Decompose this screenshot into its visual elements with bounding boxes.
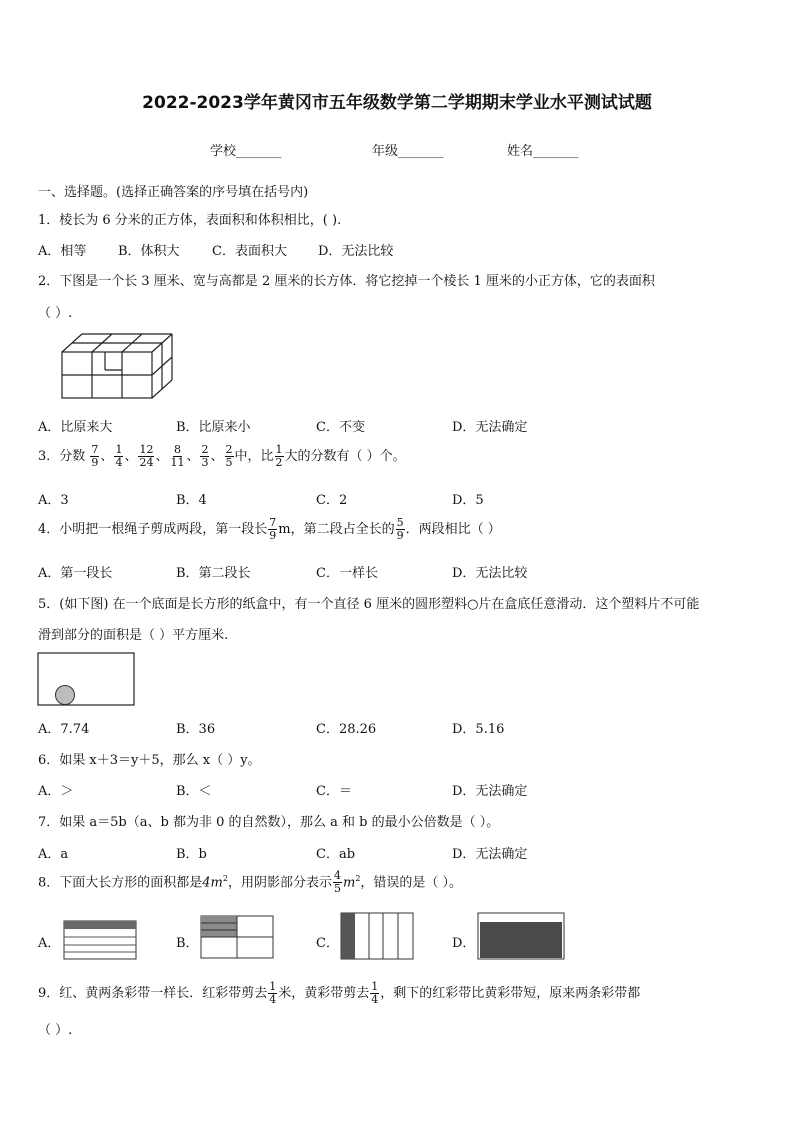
- question-4: 4．小明把一根绳子剪成两段，第一段长 $\frac{7}{9}$ m，第二段占全长的 $\frac{5}{9}$ ．两段相比（ ）: [38, 516, 501, 542]
- q6-option-c[interactable]: C．＝: [316, 784, 352, 799]
- fraction: $\frac{8}{11}$: [170, 443, 185, 469]
- fraction: $\frac{1}{4}$: [269, 980, 277, 1006]
- question-9-blank: （ ）.: [38, 1023, 73, 1038]
- question-3: 3．分数 $\frac{7}{9}$ 、 $\frac{1}{4}$ 、 $\frac{12}{24}$ 、 $\frac{8}{11}$ 、 $\frac{2}{3}$ 、 $\frac{2}{5}$ 中，比 $\frac{1}{2}$ 大的分数有（ ）个。: [38, 443, 406, 469]
- q3-option-c[interactable]: C．2: [316, 493, 348, 508]
- q2-option-c[interactable]: C．不变: [316, 420, 365, 435]
- q8-figure-b[interactable]: [200, 915, 276, 961]
- q3-prefix: 3．分数: [38, 449, 86, 464]
- grade-field[interactable]: 年级_______: [372, 144, 444, 159]
- fraction: $\frac{2}{5}$: [225, 443, 233, 469]
- question-8: 8．下面大长方形的面积都是$4m^2$，用阴影部分表示 $\frac{4}{5}$ $m^2$，错误的是（ ）。: [38, 869, 463, 896]
- box-with-disc-figure: [37, 652, 137, 708]
- q5-option-b[interactable]: B．36: [176, 722, 216, 737]
- question-7: 7．如果 a＝5b（a、b 都为非 0 的自然数），那么 a 和 b 的最小公倍数是（ ）。: [38, 815, 500, 830]
- q6-option-b[interactable]: B．＜: [176, 784, 212, 799]
- question-9: 9．红、黄两条彩带一样长．红彩带剪去 $\frac{1}{4}$ 米，黄彩带剪去 $\frac{1}{4}$ ，剩下的红彩带比黄彩带短，原来两条彩带都: [38, 980, 641, 1006]
- cuboid-figure: [60, 330, 178, 402]
- q5-option-a[interactable]: A．7.74: [38, 722, 90, 737]
- fraction: $\frac{7}{9}$: [91, 443, 99, 469]
- question-5-line2: 滑到部分的面积是（ ）平方厘米.: [38, 628, 229, 643]
- q6-option-a[interactable]: A．＞: [38, 784, 74, 799]
- question-5: 5．(如下图) 在一个底面是长方形的纸盒中，有一个直径 6 厘米的圆形塑料○片在盒底任意滑动．这个塑料片不可能: [38, 597, 700, 612]
- q8-figure-d[interactable]: [477, 912, 567, 962]
- question-6: 6．如果 x＋3＝y＋5，那么 x（ ）y。: [38, 753, 261, 768]
- question-1: 1．棱长为 6 分米的正方体，表面积和体积相比，( ).: [38, 213, 342, 228]
- q8-option-b[interactable]: B．: [176, 936, 199, 951]
- q3-option-b[interactable]: B．4: [176, 493, 207, 508]
- q8-option-a[interactable]: A．: [38, 936, 61, 951]
- q7-option-c[interactable]: C．ab: [316, 847, 356, 862]
- q8-figure-c[interactable]: [340, 912, 416, 962]
- q4-option-a[interactable]: A．第一段长: [38, 566, 113, 581]
- q5-option-d[interactable]: D．5.16: [452, 722, 505, 737]
- question-2-blank: （ ）.: [38, 306, 73, 321]
- q4-option-d[interactable]: D．无法比较: [452, 566, 528, 581]
- q4-option-b[interactable]: B．第二段长: [176, 566, 251, 581]
- q1-option-c[interactable]: C．表面积大: [212, 244, 287, 259]
- q1-option-d[interactable]: D．无法比较: [318, 244, 394, 259]
- q5-option-c[interactable]: C．28.26: [316, 722, 377, 737]
- q8-figure-a[interactable]: [63, 917, 139, 961]
- fraction: $\frac{4}{5}$: [334, 869, 341, 896]
- q7-option-a[interactable]: A．a: [38, 847, 69, 862]
- q3-option-a[interactable]: A．3: [38, 493, 69, 508]
- q2-option-a[interactable]: A．比原来大: [38, 420, 113, 435]
- page-title: 2022-2023学年黄冈市五年级数学第二学期期末学业水平测试试题: [142, 93, 652, 113]
- q3-option-d[interactable]: D．5: [452, 493, 484, 508]
- q4-option-c[interactable]: C．一样长: [316, 566, 378, 581]
- fraction: $\frac{2}{3}$: [201, 443, 209, 469]
- fraction: $\frac{12}{24}$: [139, 443, 154, 469]
- q7-option-d[interactable]: D．无法确定: [452, 847, 528, 862]
- q2-option-d[interactable]: D．无法确定: [452, 420, 528, 435]
- q2-option-b[interactable]: B．比原来小: [176, 420, 251, 435]
- q1-option-b[interactable]: B．体积大: [118, 244, 180, 259]
- fraction: $\frac{1}{4}$: [115, 443, 123, 469]
- fraction: $\frac{1}{2}$: [275, 443, 283, 469]
- q8-option-d[interactable]: D．: [452, 936, 476, 951]
- q6-option-d[interactable]: D．无法确定: [452, 784, 528, 799]
- name-field[interactable]: 姓名_______: [507, 144, 579, 159]
- q1-option-a[interactable]: A．相等: [38, 244, 87, 259]
- section-heading: 一、选择题。(选择正确答案的序号填在括号内): [38, 185, 309, 200]
- school-field[interactable]: 学校_______: [210, 144, 282, 159]
- fraction: $\frac{1}{4}$: [371, 980, 379, 1006]
- fraction: $\frac{5}{9}$: [396, 516, 404, 542]
- q8-option-c[interactable]: C．: [316, 936, 339, 951]
- fraction: $\frac{7}{9}$: [269, 516, 277, 542]
- q7-option-b[interactable]: B．b: [176, 847, 207, 862]
- question-2: 2．下图是一个长 3 厘米、宽与高都是 2 厘米的长方体．将它挖掉一个棱长 1 厘米的小正方体，它的表面积: [38, 274, 655, 289]
